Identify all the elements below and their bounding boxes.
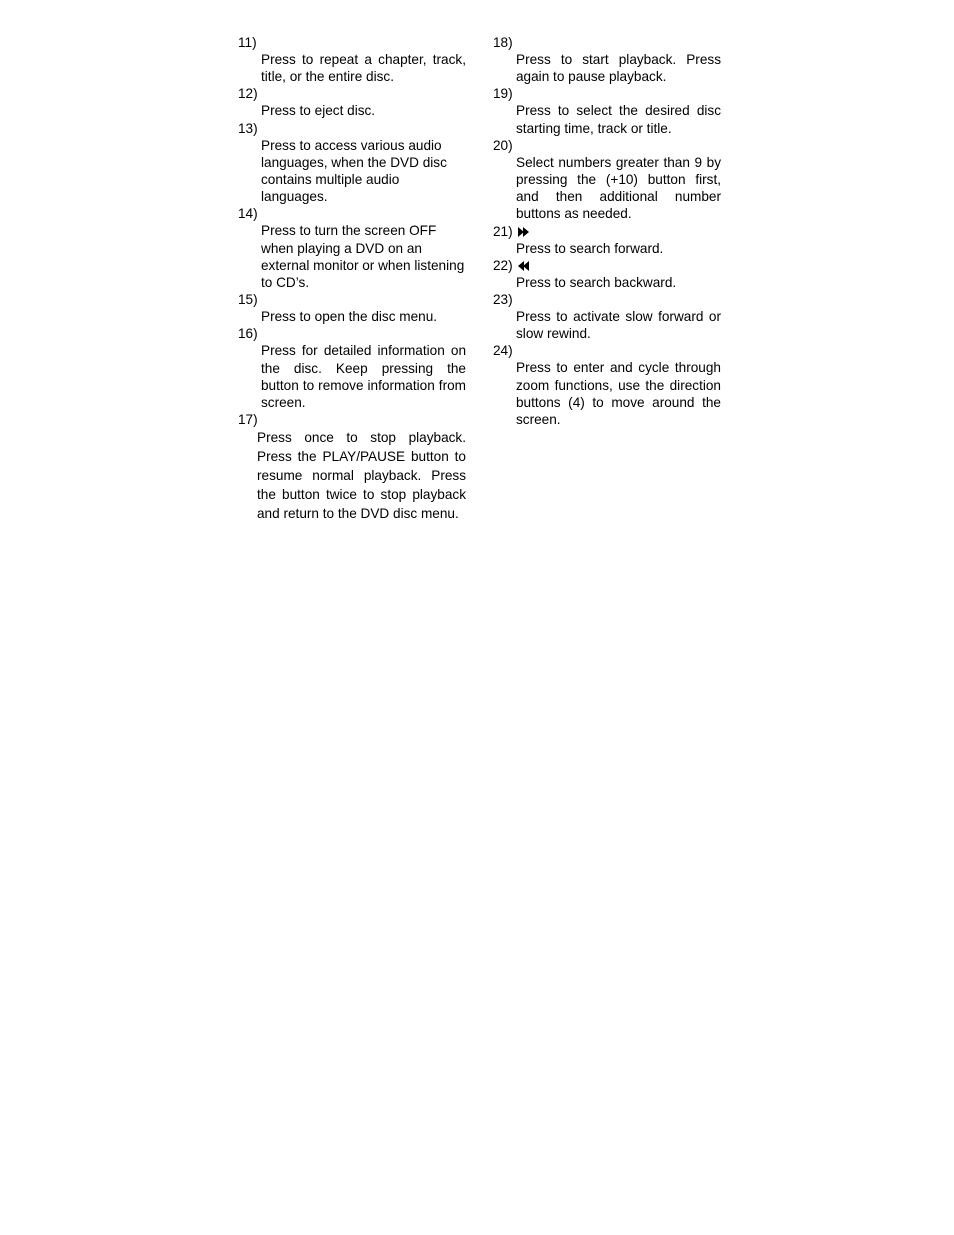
list-item	[238, 291, 466, 325]
item-number: 20)	[493, 137, 513, 153]
item-description: Press to activate slow forward or slow rewind.	[516, 309, 721, 342]
item-description: Press to search backward.	[516, 274, 677, 290]
item-description: Press to eject disc.	[261, 103, 376, 119]
list-item	[238, 85, 466, 119]
item-number-row	[493, 257, 721, 274]
item-description: Press once to stop playback. Press the PLAY/PAUSE button to resume normal playback. Press the button twice to stop playback and return to the DVD disc menu.	[257, 430, 466, 521]
item-description: Press to start playback. Press again to pause playback.	[516, 52, 721, 85]
rewind-icon	[518, 261, 530, 271]
item-number: 14)	[238, 206, 258, 222]
item-number: 13)	[238, 120, 258, 136]
list-item	[493, 291, 721, 342]
item-number: 17)	[238, 412, 258, 428]
item-number: 24)	[493, 343, 513, 359]
item-description: Press for detailed information on the disc. Keep pressing the button to remove information from screen.	[261, 343, 466, 411]
list-item	[238, 411, 466, 524]
list-item	[493, 85, 721, 136]
list-item	[238, 325, 466, 411]
item-number: 12)	[238, 86, 258, 102]
item-description: Press to search forward.	[516, 240, 664, 256]
item-description: Press to access various audio languages, when the DVD disc contains multiple audio languages.	[261, 137, 447, 205]
item-description: Press to turn the screen OFF when playing a DVD on an external monitor or when listening to CD’s.	[261, 223, 465, 291]
item-number-row	[493, 223, 721, 240]
item-number: 16)	[238, 326, 258, 342]
list-item	[493, 342, 721, 428]
item-description: Press to open the disc menu.	[261, 309, 438, 325]
item-number: 21)	[493, 223, 513, 239]
item-description: Select numbers greater than 9 by pressing the (+10) button first, and then additional number buttons as needed.	[516, 154, 721, 222]
list-item	[493, 257, 721, 291]
list-item	[238, 205, 466, 291]
right-column	[493, 34, 721, 428]
item-description: Press to enter and cycle through zoom functions, use the direction buttons (4) to move around the screen.	[516, 360, 721, 428]
list-item	[238, 120, 466, 206]
item-number: 19)	[493, 86, 513, 102]
list-item	[238, 34, 466, 85]
item-description: Press to repeat a chapter, track, title, or the entire disc.	[261, 52, 466, 85]
list-item	[493, 137, 721, 223]
item-number: 15)	[238, 292, 258, 308]
list-item	[493, 34, 721, 85]
item-description: Press to select the desired disc starting time, track or title.	[516, 103, 721, 136]
item-number: 11)	[238, 35, 257, 50]
fast-forward-icon	[518, 227, 530, 237]
item-number: 18)	[493, 35, 513, 50]
item-number: 23)	[493, 292, 513, 308]
left-column	[238, 34, 466, 524]
list-item	[493, 223, 721, 257]
item-number: 22)	[493, 257, 513, 273]
